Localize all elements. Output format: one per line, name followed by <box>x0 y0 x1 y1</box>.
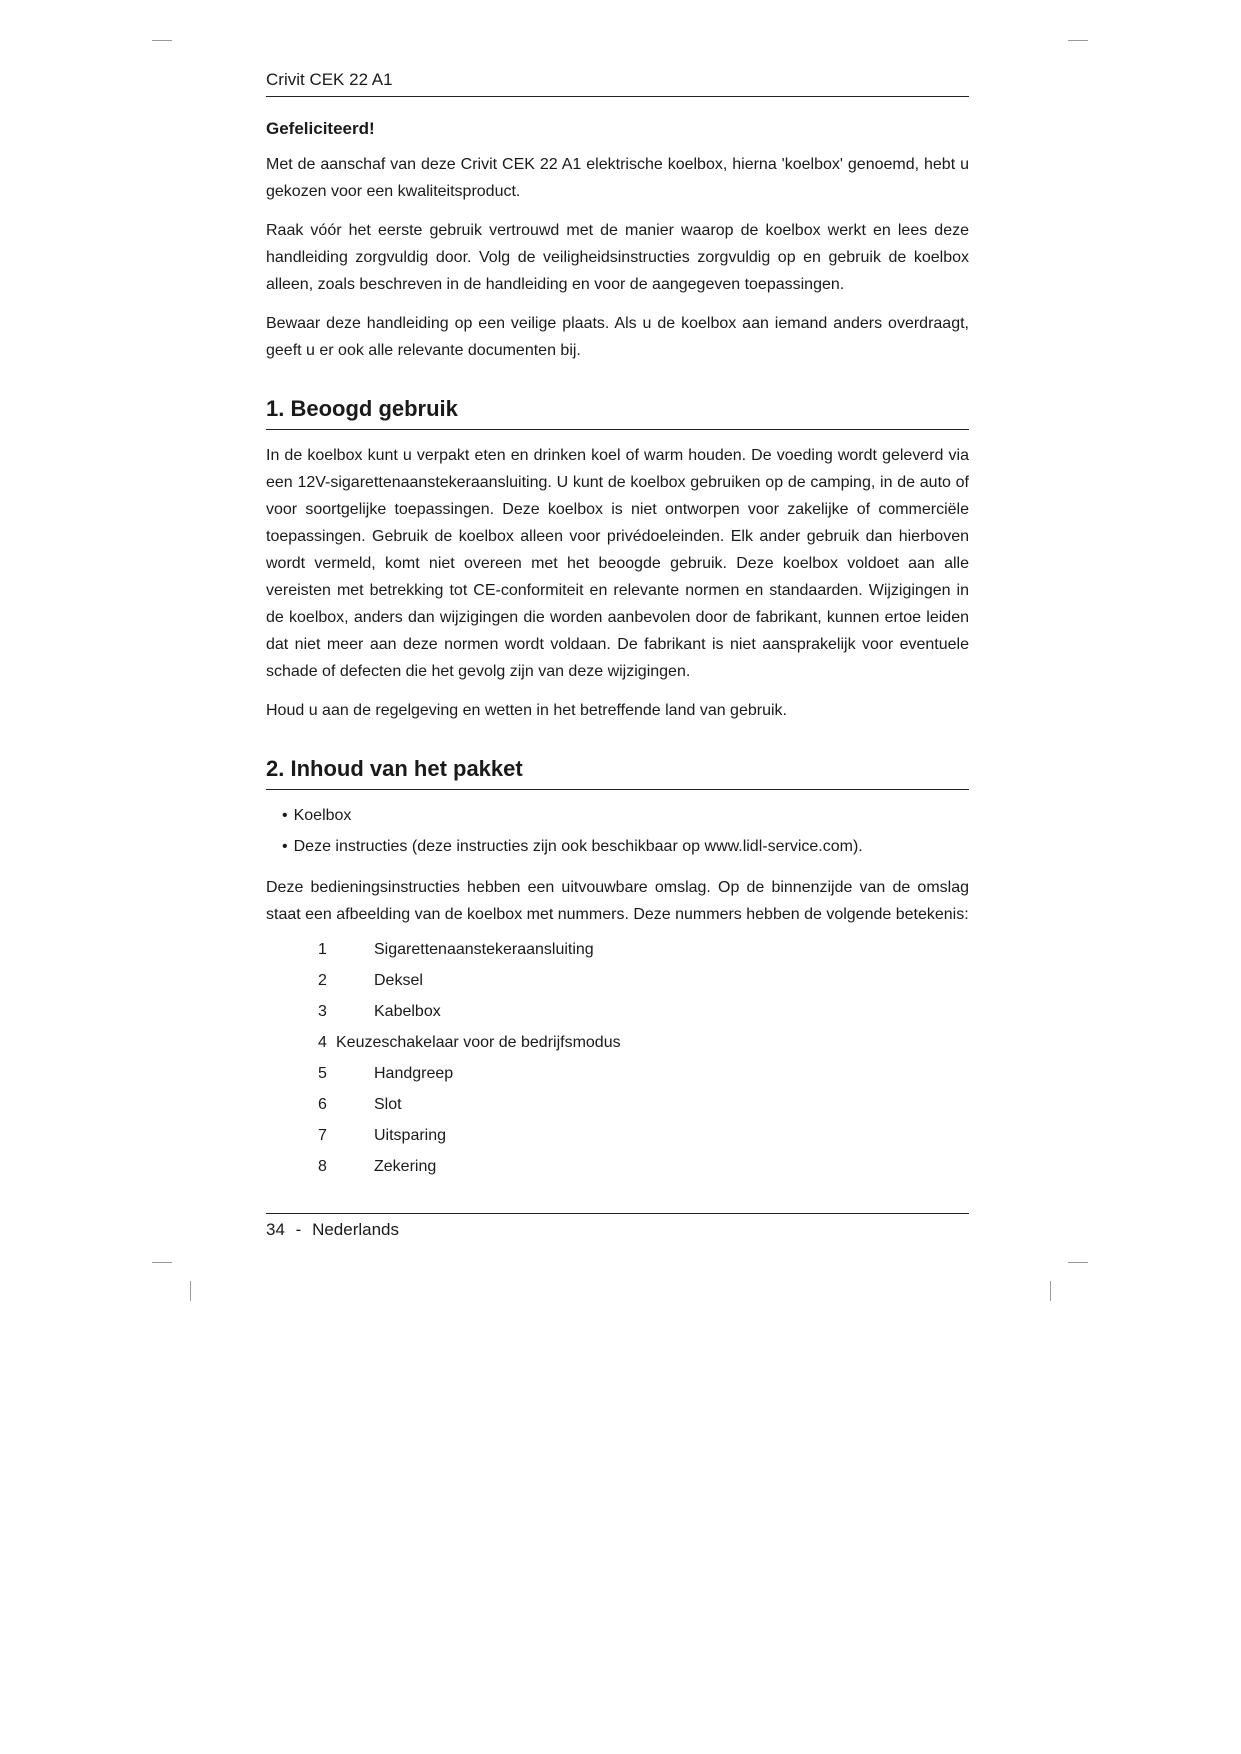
part-number: 6 <box>318 1096 327 1113</box>
part-label: Sigarettenaanstekeraansluiting <box>374 941 594 958</box>
part-number: 8 <box>318 1158 327 1175</box>
part-item <box>318 1120 969 1151</box>
list-item: • Deze instructies (deze instructies zijn ook beschikbaar op www.lidl-service.com). <box>282 831 969 862</box>
crop-mark <box>152 1262 172 1263</box>
section-title-intended-use: 1. Beoogd gebruik <box>266 396 969 430</box>
part-label: Deksel <box>374 972 423 989</box>
footer-language: Nederlands <box>312 1220 400 1239</box>
part-number: 5 <box>318 1065 327 1082</box>
part-item <box>318 996 969 1027</box>
crop-mark <box>190 1281 191 1301</box>
part-label: Handgreep <box>374 1065 454 1082</box>
part-number: 2 <box>318 972 327 989</box>
part-item <box>318 934 969 965</box>
part-label: Uitsparing <box>374 1127 447 1144</box>
intro-paragraph: Raak vóór het eerste gebruik vertrouwd met de manier waarop de koelbox werkt en lees deze handleiding zorgvuldig door. Volg de veiligheidsinstructies zorgvuldig op en gebruik de koelbox alleen, zoals beschreven in de handleiding en voor de aangegeven toepassingen. <box>266 222 969 293</box>
greeting-heading: Gefeliciteerd! <box>266 119 375 138</box>
section-title-package-contents: 2. Inhoud van het pakket <box>266 756 969 790</box>
manual-page <box>266 70 969 1182</box>
section-paragraph: In de koelbox kunt u verpakt eten en drinken koel of warm houden. De voeding wordt geleverd via een 12V-sigarettenaanstekeraansluiting. U kunt de koelbox gebruiken op de camping, in de auto of voor soortgelijke toepassingen. Deze koelbox is niet ontworpen voor zakelijke of commerciële toepassingen. Gebruik de koelbox alleen voor privédoeleinden. Elk ander gebruik dan hierboven wordt vermeld, komt niet overeen met het beoogde gebruik. Deze koelbox voldoet aan alle vereisten met betrekking tot CE-conformiteit en relevante normen en standaarden. Wijzigingen in de koelbox, anders dan wijzigingen die worden aanbevolen door de fabrikant, kunnen ertoe leiden dat niet meer aan deze normen wordt voldaan. De fabrikant is niet aansprakelijk voor eventuele schade of defecten die het gevolg zijn van deze wijzigingen. <box>266 447 969 680</box>
crop-mark <box>1068 1262 1088 1263</box>
part-label: Kabelbox <box>374 1003 441 1020</box>
part-label: Zekering <box>374 1158 437 1175</box>
intro-paragraph: Met de aanschaf van deze Crivit CEK 22 A1 elektrische koelbox, hierna 'koelbox' genoemd, hebt u gekozen voor een kwaliteitsproduct. <box>266 156 969 200</box>
part-label: Keuzeschakelaar voor de bedrijfsmodus <box>336 1034 621 1051</box>
part-item <box>318 965 969 996</box>
section-paragraph: Deze bedieningsinstructies hebben een uitvouwbare omslag. Op de binnenzijde van de omslag staat een afbeelding van de koelbox met nummers. Deze nummers hebben de volgende betekenis: <box>266 879 969 923</box>
crop-mark <box>152 40 172 41</box>
intro-paragraph: Bewaar deze handleiding op een veilige plaats. Als u de koelbox aan iemand anders overdraagt, geeft u er ook alle relevante documenten bij. <box>266 315 969 359</box>
crop-mark <box>1068 40 1088 41</box>
part-number: 4 <box>318 1034 327 1051</box>
list-item: • Koelbox <box>282 800 969 831</box>
part-number: 1 <box>318 941 327 958</box>
page-footer <box>266 1213 969 1240</box>
crop-mark <box>1050 1281 1051 1301</box>
contents-list <box>266 800 969 862</box>
section-paragraph: Houd u aan de regelgeving en wetten in het betreffende land van gebruik. <box>266 702 787 719</box>
part-label: Slot <box>374 1096 402 1113</box>
part-number: 7 <box>318 1127 327 1144</box>
part-item <box>318 1089 969 1120</box>
footer-separator: - <box>295 1220 302 1239</box>
page-header: Crivit CEK 22 A1 <box>266 70 969 97</box>
part-item <box>318 1151 969 1182</box>
part-item <box>318 1058 969 1089</box>
part-number: 3 <box>318 1003 327 1020</box>
page-number: 34 <box>266 1220 285 1239</box>
part-item <box>318 1027 969 1058</box>
parts-list <box>266 934 969 1182</box>
